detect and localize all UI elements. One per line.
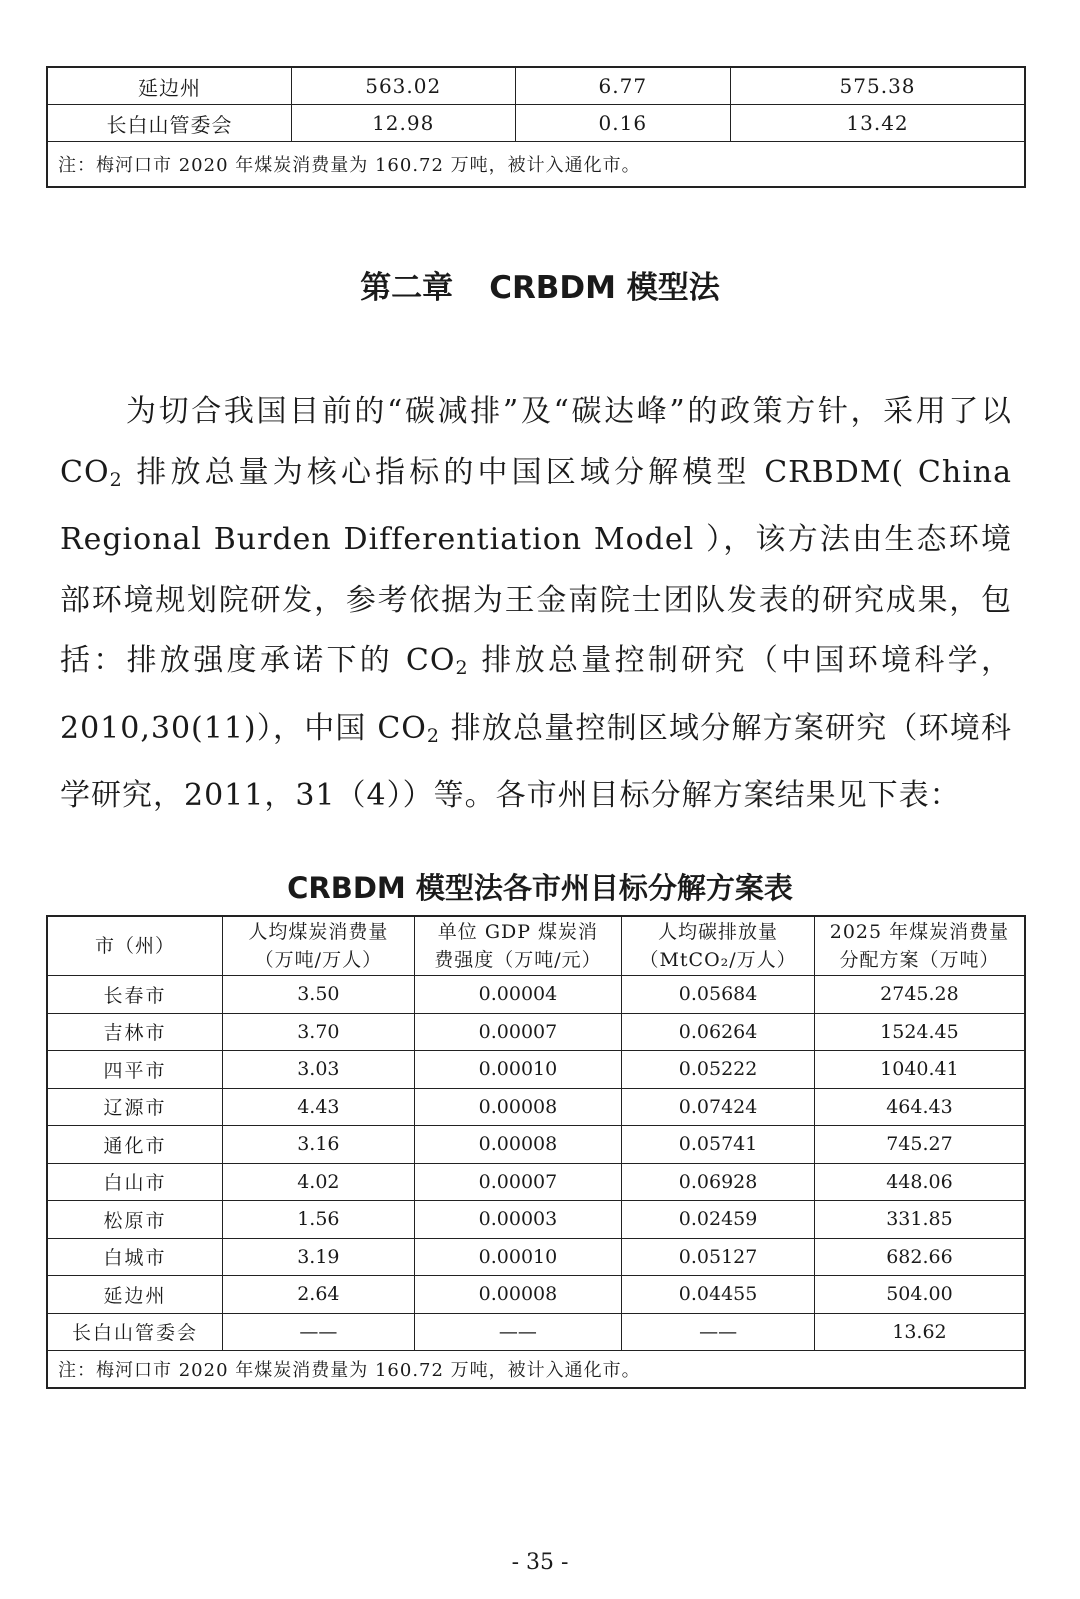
table-cell: 0.05684 <box>622 976 815 1014</box>
subscript: 2 <box>455 657 469 679</box>
table-cell: 563.02 <box>291 67 515 105</box>
table-cell: 0.00004 <box>414 976 622 1014</box>
column-header <box>47 916 223 976</box>
table-cell: 长白山管委会 <box>47 105 291 142</box>
table-row <box>47 976 1025 1014</box>
row-label: 四平市 <box>47 1051 223 1089</box>
table-cell: 464.43 <box>814 1088 1025 1126</box>
table-cell: 2745.28 <box>814 976 1025 1014</box>
row-label: 白城市 <box>47 1238 223 1276</box>
table-row <box>47 1313 1025 1351</box>
subscript: 2 <box>426 724 440 747</box>
table-row <box>47 1088 1025 1126</box>
main-table <box>46 915 1026 1389</box>
column-header <box>223 916 415 976</box>
table-cell: 0.00010 <box>414 1051 622 1089</box>
table-cell: 448.06 <box>814 1163 1025 1201</box>
table-cell: 4.02 <box>223 1163 415 1201</box>
table-cell: 1.56 <box>223 1201 415 1239</box>
table-cell: 682.66 <box>814 1238 1025 1276</box>
top-table-body <box>47 67 1025 187</box>
table-cell: 12.98 <box>291 105 515 142</box>
row-label: 长白山管委会 <box>47 1313 223 1351</box>
column-header <box>814 916 1025 976</box>
paragraph-text: 排放总量控制区域分解方案研究（环境科学研究，2011，31（4））等。各市州目标分解方案结果见下表： <box>60 710 1012 813</box>
row-label: 辽源市 <box>47 1088 223 1126</box>
table-cell: 331.85 <box>814 1201 1025 1239</box>
column-header-line: 人均煤炭消费量 <box>248 921 389 943</box>
table-cell: 0.00007 <box>414 1013 622 1051</box>
column-header-line: 2025 年煤炭消费量 <box>829 921 1010 943</box>
table-cell: 13.62 <box>814 1313 1025 1351</box>
column-header-line: 费强度（万吨/元） <box>434 949 602 971</box>
chapter-number: 第二章 <box>360 270 454 306</box>
table-row <box>47 1201 1025 1239</box>
column-header-line: 市（州） <box>95 935 176 957</box>
column-header-line: 人均碳排放量 <box>658 921 779 943</box>
row-label: 松原市 <box>47 1201 223 1239</box>
column-header-line: （万吨/万人） <box>254 949 383 971</box>
table-cell: 0.00008 <box>414 1088 622 1126</box>
table-cell: 延边州 <box>47 67 291 105</box>
column-header-line: 分配方案（万吨） <box>839 949 1000 971</box>
table-cell: 2.64 <box>223 1276 415 1314</box>
paragraph-text: 为切合我国目前的“碳减排”及“碳达峰”的政策方针，采用了以 CO <box>60 394 1012 490</box>
page-number: - 35 - <box>511 1550 569 1575</box>
table-cell: 504.00 <box>814 1276 1025 1314</box>
table-row <box>47 1013 1025 1051</box>
table-row <box>47 1238 1025 1276</box>
table-cell: —— <box>622 1313 815 1351</box>
table-cell: —— <box>223 1313 415 1351</box>
table-note-row <box>47 142 1025 188</box>
table-cell: 0.00003 <box>414 1201 622 1239</box>
column-header <box>414 916 622 976</box>
table-cell: 0.00010 <box>414 1238 622 1276</box>
table-cell: 0.06264 <box>622 1013 815 1051</box>
table-cell: —— <box>414 1313 622 1351</box>
table-cell: 3.16 <box>223 1126 415 1164</box>
chapter-heading <box>0 262 1080 307</box>
paragraph-text: 排放总量控制研究（中国环境科学，2010,30(11)），中国 CO <box>60 643 1012 746</box>
table-title: CRBDM 模型法各市州目标分解方案表 <box>287 871 793 905</box>
table-note-row <box>47 1351 1025 1389</box>
table-cell: 0.16 <box>515 105 731 142</box>
table-cell: 0.07424 <box>622 1088 815 1126</box>
table-row <box>47 67 1025 105</box>
table-cell: 745.27 <box>814 1126 1025 1164</box>
table-cell: 6.77 <box>515 67 731 105</box>
table-row <box>47 1276 1025 1314</box>
table-cell: 0.00007 <box>414 1163 622 1201</box>
row-label: 白山市 <box>47 1163 223 1201</box>
table-note: 注：梅河口市 2020 年煤炭消费量为 160.72 万吨，被计入通化市。 <box>47 1351 1025 1389</box>
table-row <box>47 1051 1025 1089</box>
column-header <box>622 916 815 976</box>
table-row <box>47 1126 1025 1164</box>
subscript: 2 <box>109 468 123 491</box>
table-cell: 0.05741 <box>622 1126 815 1164</box>
table-cell: 3.03 <box>223 1051 415 1089</box>
table-cell: 0.04455 <box>622 1276 815 1314</box>
row-label: 延边州 <box>47 1276 223 1314</box>
paragraph-text: 排放总量为核心指标的中国区域分解模型 CRBDM( China Regional Burden Differentiation Model ），该方法由生态环境部环境规划院研发，参考依据为王金南院士团队发表的研究成果，包括：排放强度承诺下的 CO <box>60 454 1012 678</box>
table-cell: 0.00008 <box>414 1126 622 1164</box>
table-note: 注：梅河口市 2020 年煤炭消费量为 160.72 万吨，被计入通化市。 <box>47 142 1025 188</box>
table-cell: 3.19 <box>223 1238 415 1276</box>
row-label: 通化市 <box>47 1126 223 1164</box>
table-cell: 0.06928 <box>622 1163 815 1201</box>
table-cell: 1040.41 <box>814 1051 1025 1089</box>
table-cell: 3.50 <box>223 976 415 1014</box>
main-table-body <box>47 916 1025 1388</box>
table-cell: 0.05127 <box>622 1238 815 1276</box>
table-row <box>47 1163 1025 1201</box>
column-header-line: 单位 GDP 煤炭消 <box>437 921 599 943</box>
chapter-title: CRBDM 模型法 <box>489 270 720 306</box>
table-cell: 575.38 <box>731 67 1025 105</box>
row-label: 长春市 <box>47 976 223 1014</box>
table-header-row <box>47 916 1025 976</box>
column-header-line: （MtCO₂/万人） <box>639 949 797 971</box>
table-cell: 1524.45 <box>814 1013 1025 1051</box>
table-cell: 0.02459 <box>622 1201 815 1239</box>
top-table <box>46 66 1026 188</box>
table-cell: 0.05222 <box>622 1051 815 1089</box>
table-cell: 0.00008 <box>414 1276 622 1314</box>
body-paragraph <box>60 382 1012 827</box>
table-row <box>47 105 1025 142</box>
table-cell: 13.42 <box>731 105 1025 142</box>
table-cell: 4.43 <box>223 1088 415 1126</box>
table-cell: 3.70 <box>223 1013 415 1051</box>
row-label: 吉林市 <box>47 1013 223 1051</box>
